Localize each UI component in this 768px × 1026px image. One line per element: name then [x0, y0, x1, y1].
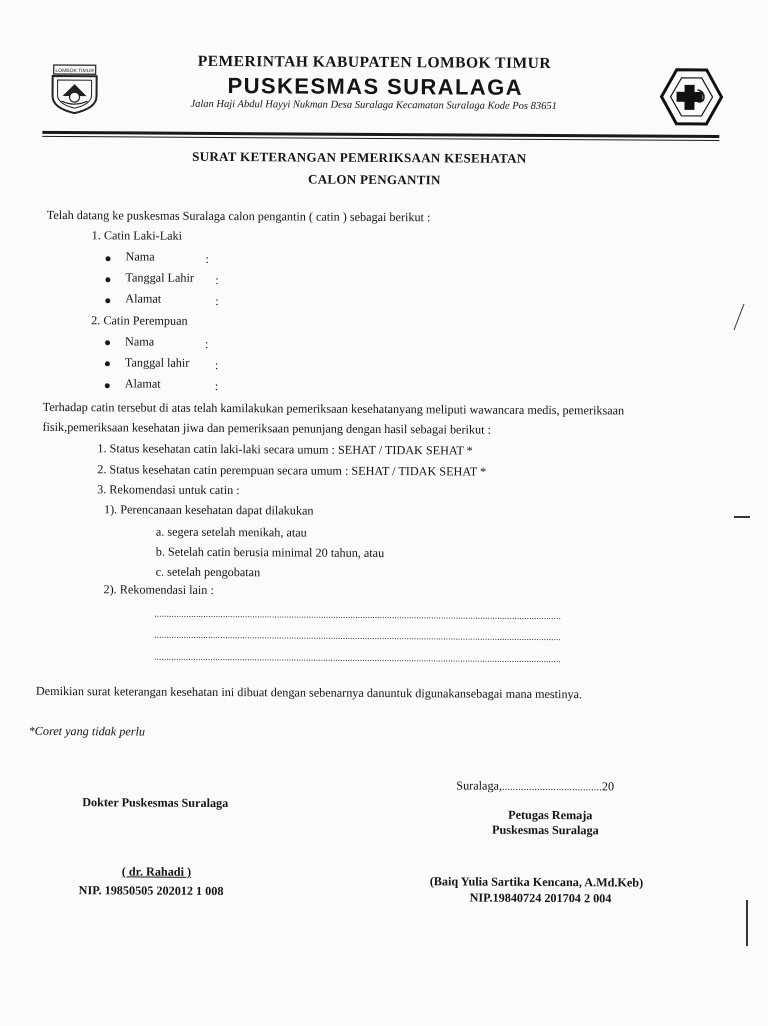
intro-text: Telah datang ke puskesmas Suralaga calon pengantin ( catin ) sebagai berikut : [46, 207, 431, 225]
closing-statement: Demikian surat keterangan kesehatan ini dibuat dengan sebenarnya danuntuk digunakansebagai mana mestinya. [35, 683, 583, 702]
bride-health-status: 2. Status kesehatan catin perempuan secara umum : SEHAT / TIDAK SEHAT * [97, 462, 487, 479]
lombok-timur-emblem-icon [46, 64, 102, 114]
officer-title-2: Puskesmas Suralaga [492, 822, 599, 838]
scan-mark [746, 900, 748, 946]
recommendation-line-2: ...................................................................................................................................................................... [154, 629, 561, 643]
recommendation-sub2: 2). Rekomendasi lain : [103, 582, 214, 597]
bullet [105, 298, 110, 303]
bullet [105, 340, 110, 345]
groom-health-status: 1. Status kesehatan catin laki-laki secara umum : SEHAT / TIDAK SEHAT * [97, 441, 473, 458]
recommendation-line-3: ...................................................................................................................................................................... [154, 651, 561, 665]
place-date [456, 778, 614, 794]
officer-title-1: Petugas Remaja [508, 807, 593, 823]
groom-heading: 1. Catin Laki-Laki [91, 228, 183, 243]
officer-name: (Baiq Yulia Sartika Kencana, A.Md.Keb) [429, 874, 644, 890]
bullet [106, 256, 111, 261]
bullet [105, 383, 110, 388]
bullet [105, 361, 110, 366]
exam-paragraph-line2: fisik,pemeriksaan kesehatan jiwa dan pemeriksaan penunjang dengan hasil sebagai berikut : [42, 419, 491, 437]
doctor-title: Dokter Puskesmas Suralaga [82, 795, 229, 811]
bride-name-colon: : [204, 336, 209, 351]
scan-mark [728, 300, 748, 340]
bride-address-colon: : [214, 378, 219, 393]
groom-birthdate-colon: : [215, 272, 219, 287]
bride-heading: 2. Catin Perempuan [91, 313, 188, 328]
groom-birthdate-label: Tanggal Lahir [125, 270, 195, 285]
scan-mark [734, 516, 750, 518]
option-b: b. Setelah catin berusia minimal 20 tahun, atau [155, 544, 385, 561]
document-subtitle: CALON PENGANTIN [307, 171, 441, 188]
recommendation-line-1: ...................................................................................................................................................................... [154, 608, 562, 622]
place-date-year: 20 [601, 779, 615, 794]
bride-birthdate-label: Tanggal lahir [124, 355, 190, 370]
puskesmas-address: Jalan Haji Abdul Hayyi Nukman Desa Suralaga Kecamatan Suralaga Kode Pos 83651 [190, 98, 557, 113]
groom-name-label: Nama [125, 249, 155, 264]
recommendation-heading: 3. Rekomendasi untuk catin : [97, 482, 240, 498]
emblem-banner-text: LOMBOK TIMUR [55, 67, 94, 75]
groom-address-colon: : [215, 293, 219, 308]
government-name: PEMERINTAH KABUPATEN LOMBOK TIMUR [197, 52, 552, 73]
puskesmas-cross-emblem-icon [659, 68, 723, 126]
place-date-prefix: Suralaga, [456, 778, 503, 793]
doctor-name: ( dr. Rahadi ) [121, 864, 192, 879]
option-a: a. segera setelah menikah, atau [155, 524, 307, 540]
document-title: SURAT KETERANGAN PEMERIKSAAN KESEHATAN [192, 148, 527, 166]
puskesmas-name: PUSKESMAS SURALAGA [227, 73, 524, 100]
officer-nip: NIP.19840724 201704 2 004 [469, 890, 612, 906]
bride-birthdate-colon: : [214, 357, 219, 372]
bride-address-label: Alamat [124, 376, 161, 391]
strike-note: *Coret yang tidak perlu [28, 723, 146, 739]
bullet [105, 277, 110, 282]
place-date-blank: ..................................... [501, 781, 602, 794]
groom-name-colon: : [205, 251, 209, 266]
groom-address-label: Alamat [125, 291, 162, 306]
recommendation-sub1: 1). Perencanaan kesehatan dapat dilakukan [103, 502, 314, 518]
option-c: c. setelah pengobatan [155, 564, 261, 580]
exam-paragraph-line1: Terhadap catin tersebut di atas telah kamilakukan pemeriksaan kesehatanyang meliputi wawancara medis, pemeriksaan [42, 399, 625, 418]
doctor-nip: NIP. 19850505 202012 1 008 [78, 883, 224, 899]
bride-name-label: Nama [124, 334, 155, 349]
